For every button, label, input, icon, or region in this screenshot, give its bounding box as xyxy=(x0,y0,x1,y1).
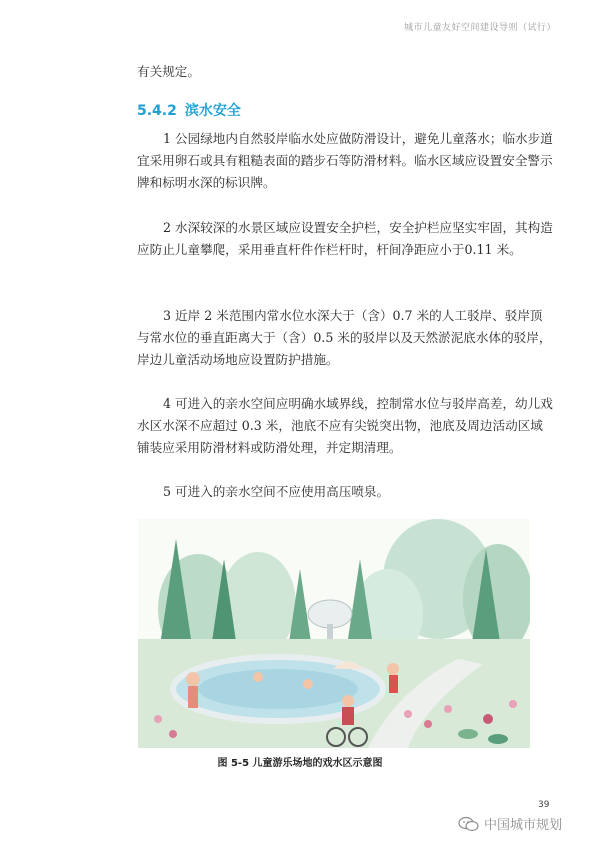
wechat-icon xyxy=(458,816,480,832)
paragraph-3: 3 近岸 2 米范围内常水位水深大于（含）0.7 米的人工驳岸、驳岸顶与常水位的垂直距离大于（含）0.5 米的驳岸以及天然淤泥底水体的驳岸，岸边儿童活动场地应设置防护措施。 xyxy=(137,308,552,367)
water-play-illustration xyxy=(138,519,530,748)
section-title: 滨水安全 xyxy=(184,103,241,119)
illustration-svg xyxy=(138,519,530,748)
watermark xyxy=(458,814,562,833)
lead-text: 有关规定。 xyxy=(137,64,200,79)
section-number: 5.4.2 xyxy=(137,103,177,119)
paragraph-4: 4 可进入的亲水空间应明确水域界线，控制常水位与驳岸高差，幼儿戏水区水深不应超过 0.3 米，池底不应有尖锐突出物，池底及周边活动区域铺装应采用防滑材料或防滑处理，并定期清理。 xyxy=(137,396,553,455)
paragraph-1: 1 公园绿地内自然驳岸临水处应做防滑设计，避免儿童落水；临水步道宜采用卵石或具有粗糙表面的踏步石等防滑材料。临水区域应设置安全警示牌和标明水深的标识牌。 xyxy=(137,131,553,190)
section-heading xyxy=(137,100,241,120)
page-number: 39 xyxy=(538,800,550,810)
running-header: 城市儿童友好空间建设导则（试行） xyxy=(403,23,556,33)
paragraph-5: 5 可进入的亲水空间不应使用高压喷泉。 xyxy=(163,484,390,499)
watermark-text: 中国城市规划 xyxy=(484,818,563,833)
paragraph-2: 2 水深较深的水景区域应设置安全护栏，安全护栏应坚实牢固，其构造应防止儿童攀爬，采用垂直杆件作栏杆时，杆间净距应小于0.11 米。 xyxy=(137,220,553,257)
figure-caption: 图 5-5 儿童游乐场地的戏水区示意图 xyxy=(217,758,383,769)
